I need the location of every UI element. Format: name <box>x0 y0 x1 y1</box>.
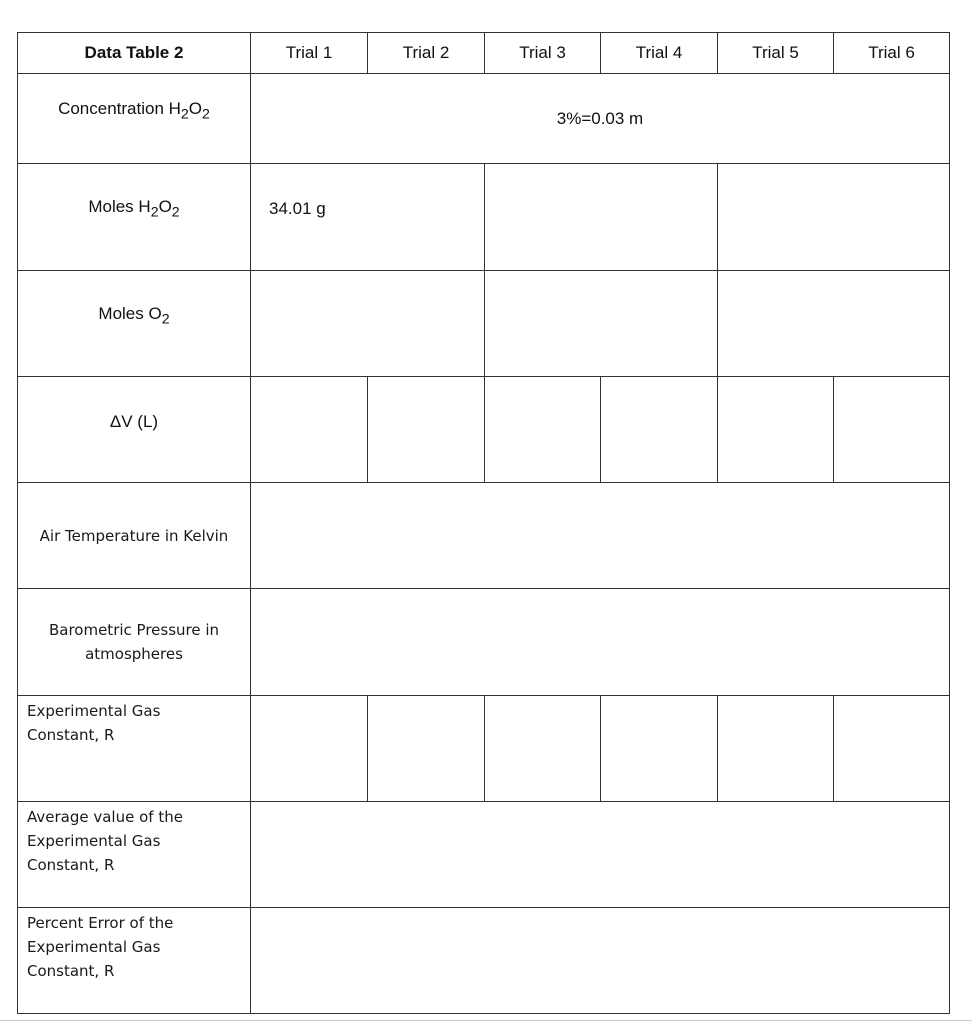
exp-r-trial-6 <box>834 696 950 802</box>
baro-label: Barometric Pressure in atmospheres <box>18 589 251 696</box>
page-bottom-rule <box>0 1020 972 1021</box>
trial-6-header: Trial 6 <box>834 33 950 74</box>
moles-h2o2-trial-3-4 <box>485 164 718 271</box>
exp-r-trial-2 <box>368 696 485 802</box>
baro-value <box>251 589 950 696</box>
moles-h2o2-trial-5-6 <box>718 164 950 271</box>
moles-o2-trial-1-2 <box>251 271 485 377</box>
delta-v-trial-2 <box>368 377 485 483</box>
trial-4-header: Trial 4 <box>601 33 718 74</box>
exp-r-trial-4 <box>601 696 718 802</box>
concentration-label: Concentration $H_2O_2$ <box>18 74 251 164</box>
delta-v-label: ΔV (L) <box>18 377 251 483</box>
exp-r-trial-1 <box>251 696 368 802</box>
baro-row <box>18 589 950 696</box>
avg-r-label: Average value of the Experimental Gas Constant, R <box>18 802 251 908</box>
avg-r-value <box>251 802 950 908</box>
air-temp-label: Air Temperature in Kelvin <box>18 483 251 589</box>
moles-h2o2-trial-1-2: 34.01 g <box>251 164 485 271</box>
delta-v-trial-5 <box>718 377 834 483</box>
exp-r-label: Experimental Gas Constant, R <box>18 696 251 802</box>
trial-5-header: Trial 5 <box>718 33 834 74</box>
delta-v-trial-1 <box>251 377 368 483</box>
delta-v-row <box>18 377 950 483</box>
moles-o2-trial-3-4 <box>485 271 718 377</box>
exp-r-row <box>18 696 950 802</box>
delta-v-trial-4 <box>601 377 718 483</box>
concentration-value: 3%=0.03 m <box>251 74 950 164</box>
pct-err-label: Percent Error of the Experimental Gas Constant, R <box>18 908 251 1014</box>
moles-o2-label: Moles $O_2$ <box>18 271 251 377</box>
moles-o2-row <box>18 271 950 377</box>
delta-v-trial-6 <box>834 377 950 483</box>
avg-r-row <box>18 802 950 908</box>
trial-3-header: Trial 3 <box>485 33 601 74</box>
moles-h2o2-label: Moles $H_2O_2$ <box>18 164 251 271</box>
data-table-2 <box>17 32 950 1014</box>
exp-r-trial-3 <box>485 696 601 802</box>
pct-err-row <box>18 908 950 1014</box>
delta-v-trial-3 <box>485 377 601 483</box>
air-temp-value <box>251 483 950 589</box>
trial-2-header: Trial 2 <box>368 33 485 74</box>
trial-1-header: Trial 1 <box>251 33 368 74</box>
header-row <box>18 33 950 74</box>
moles-h2o2-row <box>18 164 950 271</box>
moles-o2-trial-5-6 <box>718 271 950 377</box>
exp-r-trial-5 <box>718 696 834 802</box>
concentration-row <box>18 74 950 164</box>
table-title: Data Table 2 <box>18 33 251 74</box>
air-temp-row <box>18 483 950 589</box>
pct-err-value <box>251 908 950 1014</box>
